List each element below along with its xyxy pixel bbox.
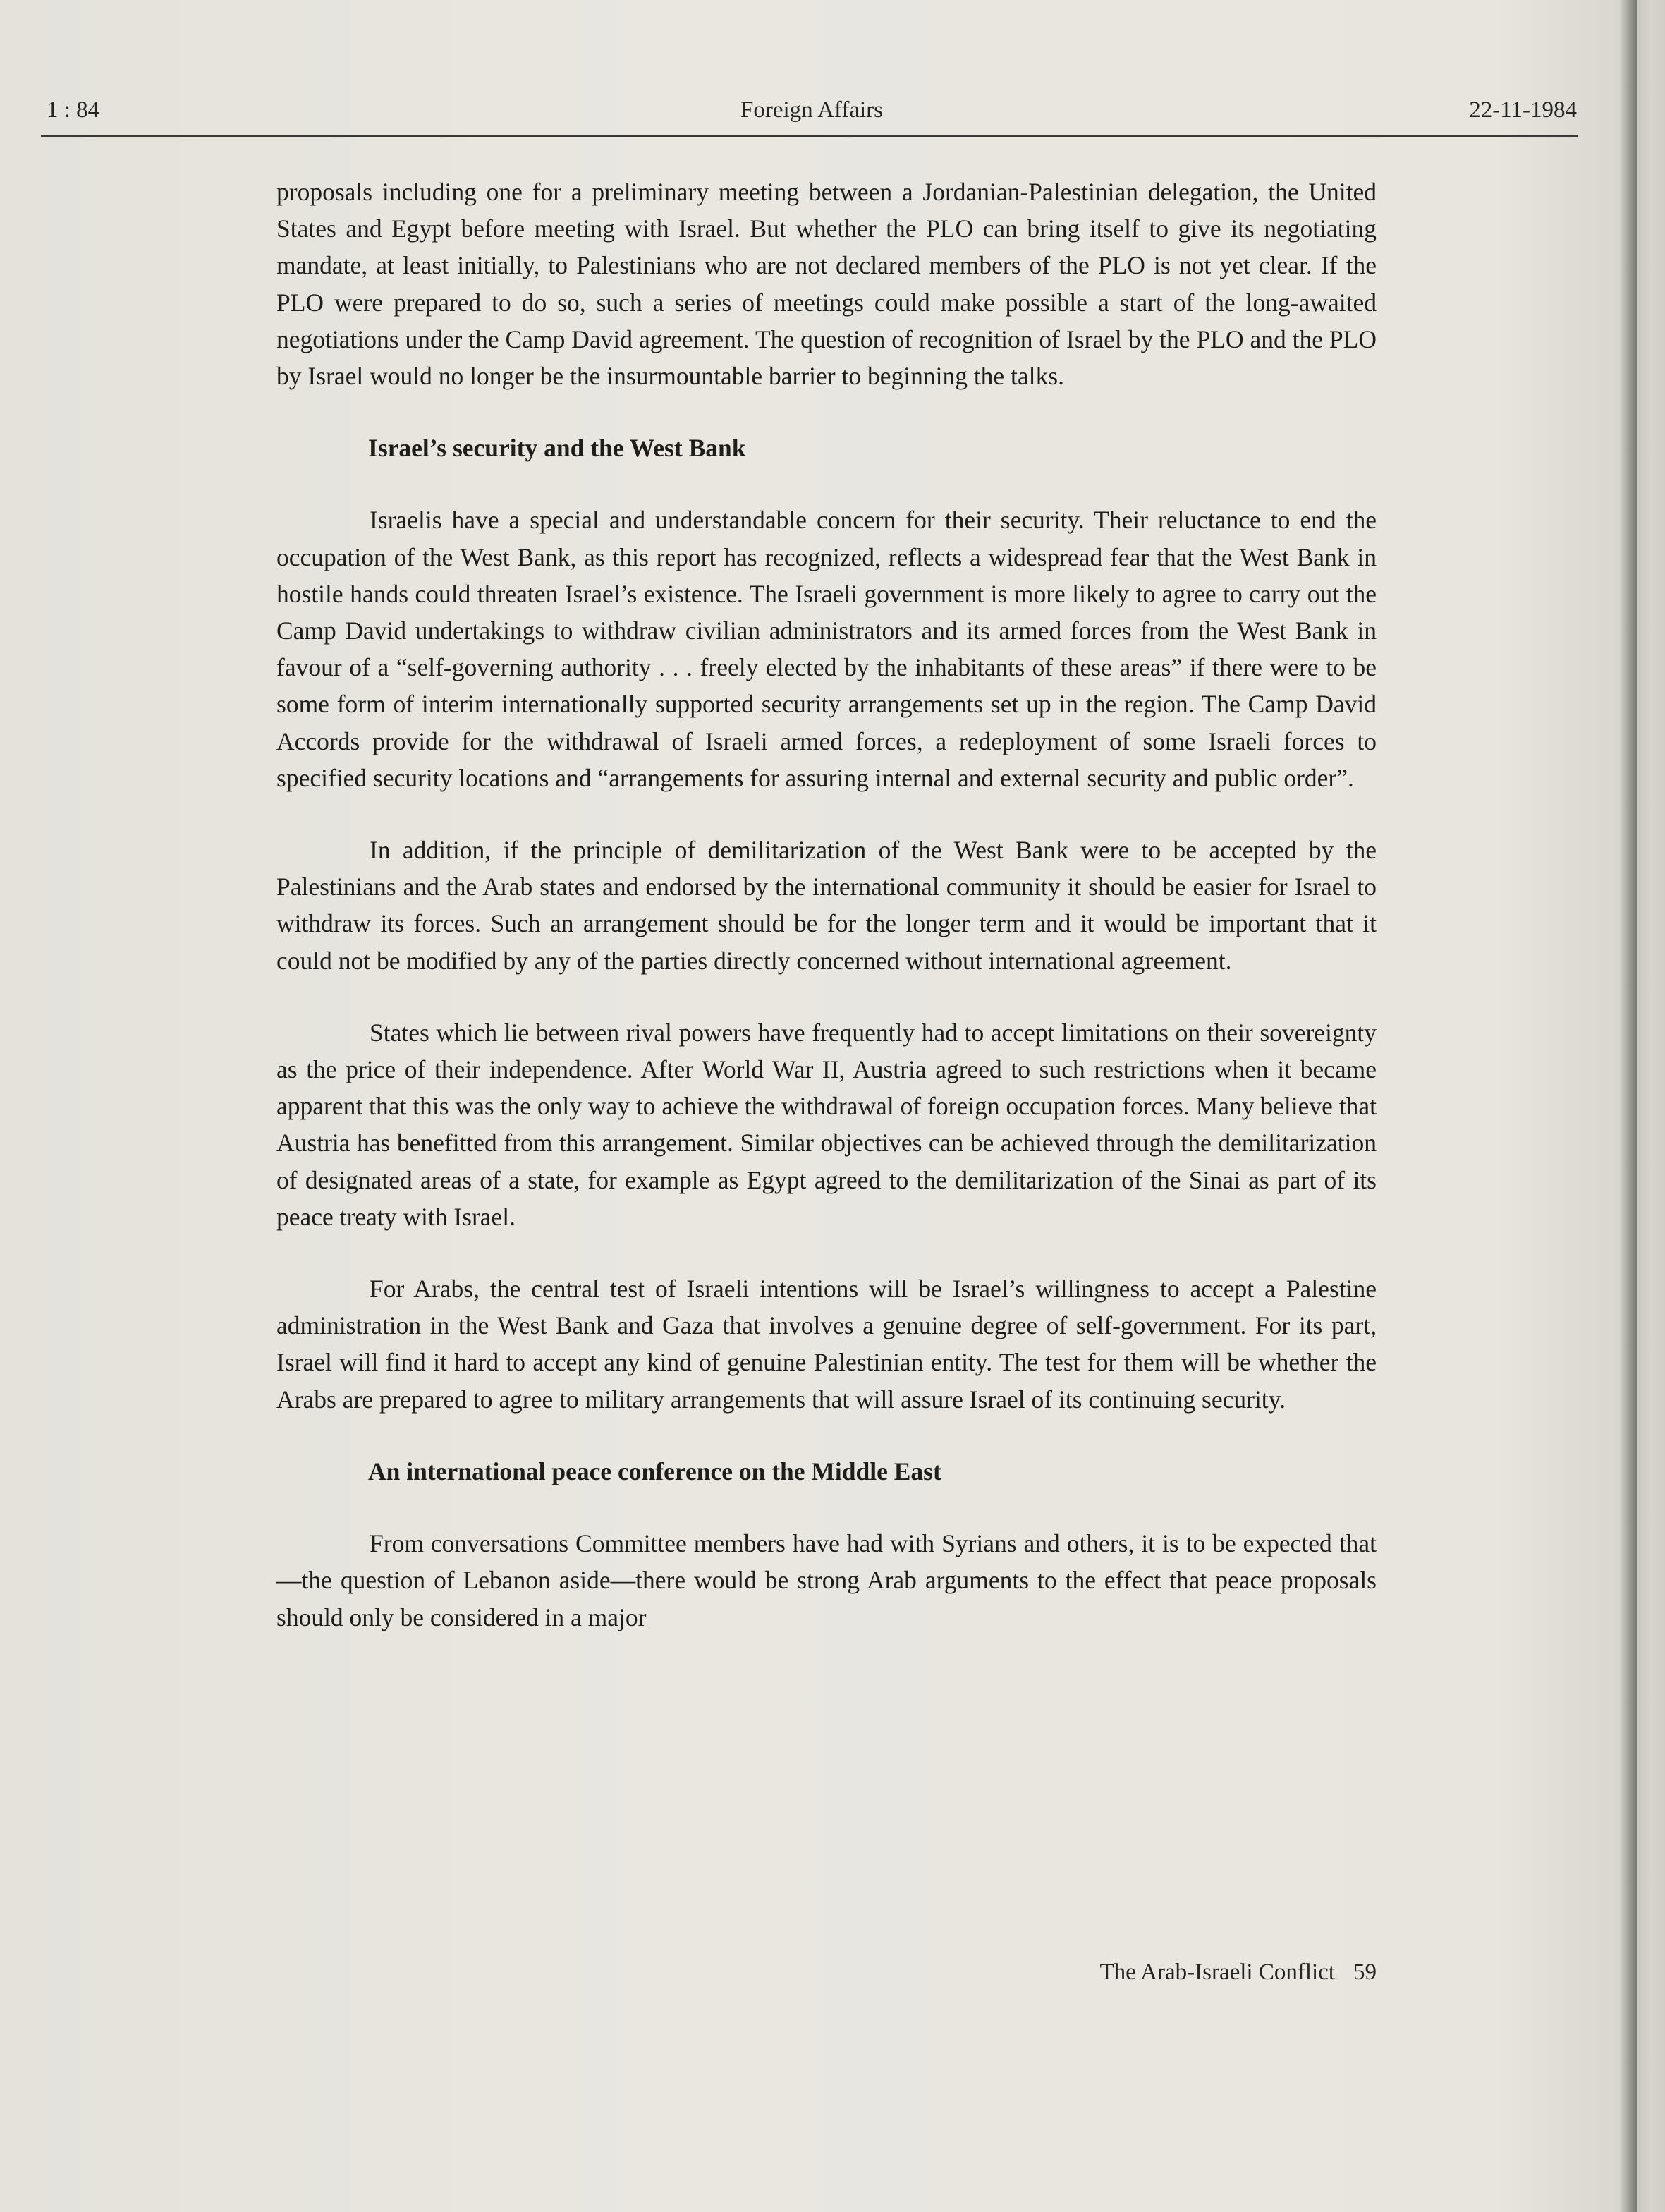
spacer	[276, 466, 1377, 502]
spacer	[276, 979, 1377, 1014]
paragraph-continuation: proposals including one for a preliminary meeting between a Jordanian-Palestinian delegation, the United States and Egypt before meeting with Israel. But whether the PLO can bring itself to give its negotiating mandate, at least initially, to Palestinians who are not declared members of the PLO is not yet clear. If the PLO were prepared to do so, such a series of meetings could make possible a start of the long-awaited negotiations under the Camp David agreement. The question of recognition of Israel by the PLO and the PLO by Israel would no longer be the insurmountable barrier to beginning the talks.	[276, 178, 1377, 391]
binding-shadow	[1619, 0, 1637, 2212]
spacer	[276, 394, 1377, 430]
page-reference: 1 : 84	[47, 97, 100, 123]
paragraph: Israelis have a special and understandable concern for their security. Their reluctance to end the occupation of the West Bank, as this report has recognized, reflects a widespread fear that the West Bank in hostile hands could threaten Israel’s existence. The Israeli government is more likely to agree to carry out the Camp David undertakings to withdraw civilian administrators and its armed forces from the West Bank in favour of a “self-governing authority . . . freely elected by the inhabitants of these areas” if there were to be some form of interim internationally supported security arrangements set up in the region. The Camp David Accords provide for the withdrawal of Israeli armed forces, a redeployment of some Israeli forces to specified security locations and “arrangements for assuring internal and external security and public order”.	[276, 506, 1377, 792]
spacer	[276, 1418, 1377, 1453]
page-footer	[917, 1959, 1377, 1986]
spacer	[276, 796, 1377, 832]
paragraph: States which lie between rival powers have frequently had to accept limitations on their sovereignty as the price of their independence. After World War II, Austria agreed to such restrictions when it became apparent that this was the only way to achieve the withdrawal of foreign occupation forces. Many believe that Austria has benefitted from this arrangement. Similar objectives can be achieved through the demilitarization of designated areas of a state, for example as Egypt agreed to the demilitarization of the Sinai as part of its peace treaty with Israel.	[276, 1018, 1377, 1231]
paragraph: In addition, if the principle of demilitarization of the West Bank were to be accepted by the Palestinians and the Arab states and endorsed by the international community it should be easier for Israel to withdraw its forces. Such an arrangement should be for the longer term and it would be important that it could not be modified by any of the parties directly concerned without international agreement.	[276, 836, 1377, 975]
publication-title: Foreign Affairs	[740, 97, 883, 123]
paragraph: From conversations Committee members have had with Syrians and others, it is to be expected that—the question of Lebanon aside—there would be strong Arab arguments to the effect that peace proposals should only be considered in a major	[276, 1529, 1377, 1631]
footer-title: The Arab-Israeli Conflict	[1099, 1959, 1335, 1985]
header-rule	[41, 135, 1578, 137]
document-date: 22-11-1984	[1469, 97, 1577, 123]
running-head	[47, 97, 1577, 140]
page-number: 59	[1353, 1959, 1377, 1985]
section-heading: Israel’s security and the West Bank	[368, 434, 746, 463]
paragraph: For Arabs, the central test of Israeli intentions will be Israel’s willingness to accept a Palestine administration in the West Bank and Gaza that involves a genuine degree of self-government. For its part, Israel will find it hard to accept any kind of genuine Palestinian entity. The test for them will be whether the Arabs are prepared to agree to military arrangements that will assure Israel of its continuing security.	[276, 1275, 1377, 1414]
binding-edge	[1637, 0, 1665, 2212]
body-text	[276, 174, 1377, 1636]
spacer	[276, 1235, 1377, 1270]
spacer	[276, 1490, 1377, 1525]
section-heading: An international peace conference on the Middle East	[368, 1457, 941, 1485]
